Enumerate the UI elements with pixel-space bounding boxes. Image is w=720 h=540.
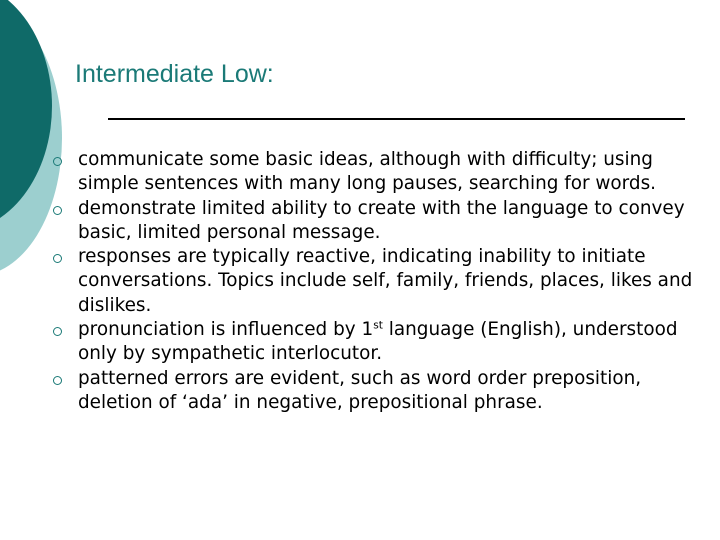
bullet-text: patterned errors are evident, such as word order preposition, deletion of ‘ada’ in negative, prepositional phrase. (78, 367, 642, 413)
ordinal-superscript: st (373, 318, 383, 332)
bullet-text-after-superscript: language (English), understood only by sympathetic interlocutor. (78, 319, 678, 365)
bullet-text: responses are typically reactive, indicating inability to initiate conversations. Topics include self, family, friends, places, likes and dislikes. (78, 246, 693, 316)
hollow-circle-icon (53, 327, 62, 336)
bullet-item (78, 367, 698, 416)
title-divider (108, 118, 685, 120)
bullet-text-before-superscript: pronunciation is influenced by 1 (78, 319, 374, 341)
bullet-item (78, 318, 698, 367)
bullet-list (78, 148, 698, 415)
bullet-item (78, 245, 698, 318)
hollow-circle-icon (53, 157, 62, 166)
bullet-text: demonstrate limited ability to create with the language to convey basic, limited personal message. (78, 197, 685, 243)
bullet-item (78, 197, 698, 246)
slide-title: Intermediate Low: (75, 60, 274, 88)
bullet-text: communicate some basic ideas, although with difficulty; using simple sentences with many long pauses, searching for words. (78, 149, 657, 195)
hollow-circle-icon (53, 376, 62, 385)
hollow-circle-icon (53, 206, 62, 215)
bullet-item (78, 148, 698, 197)
